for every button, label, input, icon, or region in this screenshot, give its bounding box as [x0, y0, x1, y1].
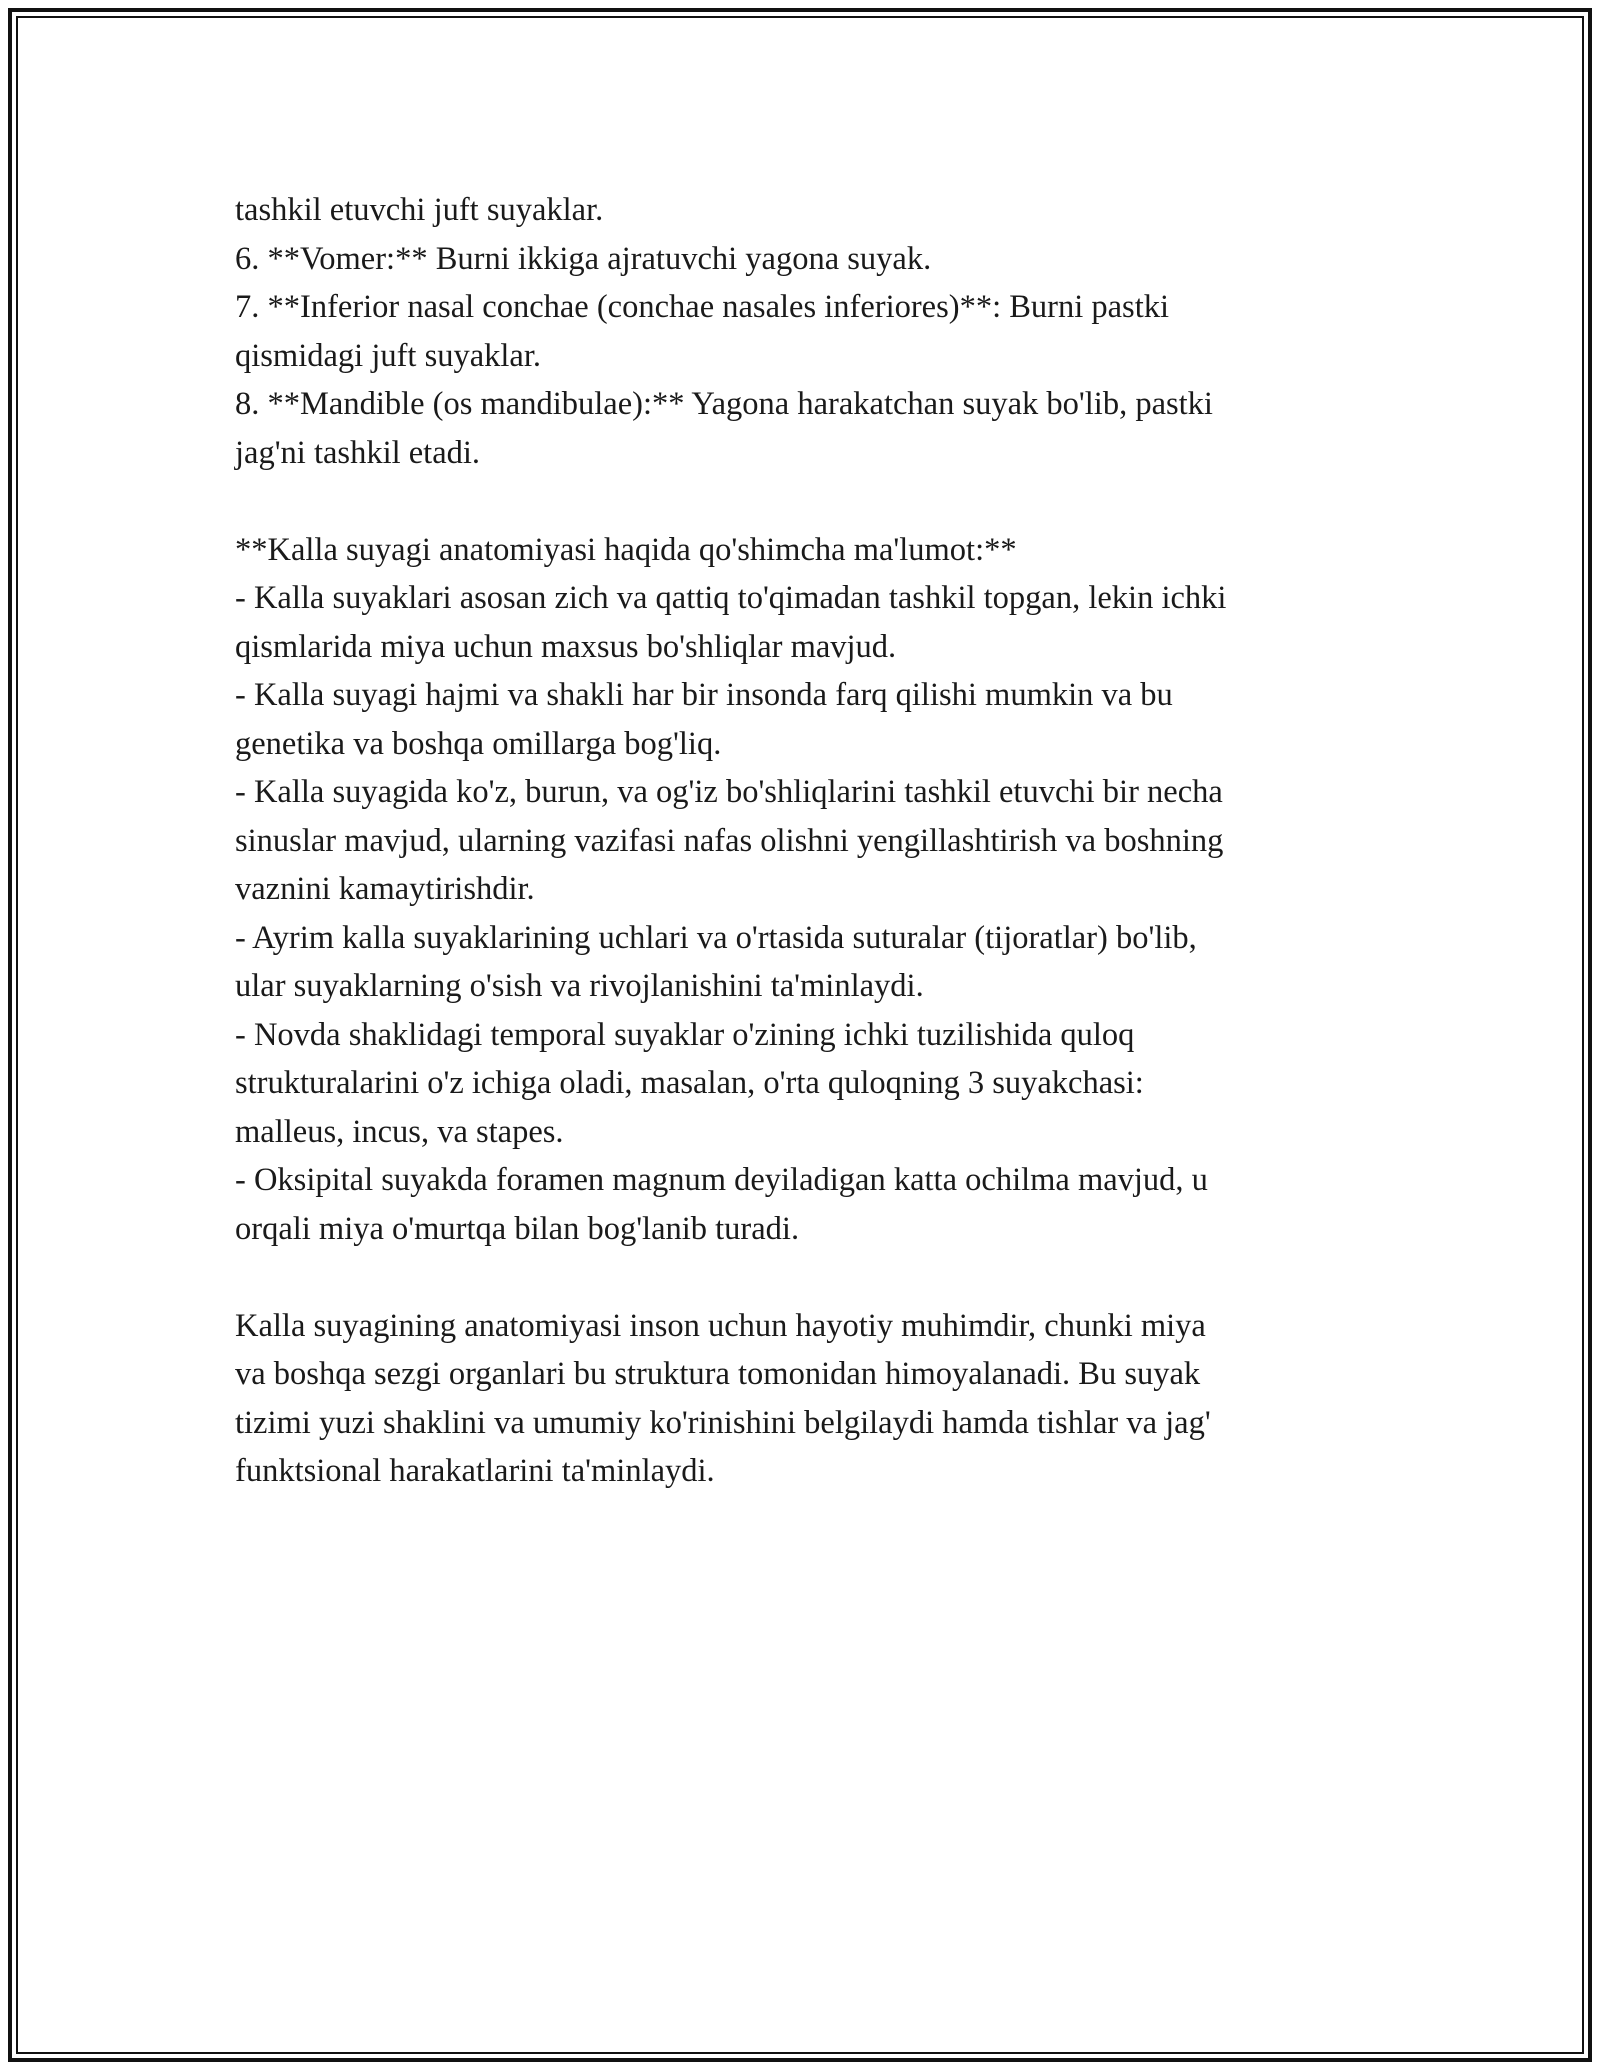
text-line: orqali miya o'murtqa bilan bog'lanib turadi.: [235, 1210, 800, 1247]
conclusion-line: funktsional harakatlarini ta'minlaydi.: [235, 1453, 715, 1489]
list-item-inferior-nasal-conchae: 7. **Inferior nasal conchae (conchae nasales inferiores)**: Burni pastki: [235, 289, 1170, 325]
conclusion-line: tizimi yuzi shaklini va umumiy ko'rinishini belgilaydi hamda tishlar va jag': [235, 1404, 1211, 1441]
text-line: malleus, incus, va stapes.: [235, 1113, 564, 1150]
bullet-line: - Kalla suyagi hajmi va shakli har bir insonda farq qilishi mumkin va bu: [235, 677, 1173, 713]
text-line: tashkil etuvchi juft suyaklar.: [235, 192, 604, 228]
bullet-line: - Novda shaklidagi temporal suyaklar o'zining ichki tuzilishida quloq: [235, 1016, 1135, 1053]
bullet-line: - Ayrim kalla suyaklarining uchlari va o'rtasida suturalar (tijoratlar) bo'lib,: [235, 919, 1197, 956]
list-item-vomer: 6. **Vomer:** Burni ikkiga ajratuvchi yagona suyak.: [235, 240, 932, 277]
conclusion-line: Kalla suyagining anatomiyasi inson uchun hayotiy muhimdir, chunki miya: [235, 1307, 1206, 1344]
bullet-line: - Kalla suyagida ko'z, burun, va og'iz bo'shliqlarini tashkil etuvchi bir necha: [235, 774, 1223, 810]
paragraph-spacer: [235, 477, 1365, 526]
text-line: jag'ni tashkil etadi.: [235, 434, 481, 471]
text-line: qismidagi juft suyaklar.: [235, 337, 542, 374]
text-line: vaznini kamaytirishdir.: [235, 871, 535, 907]
section-heading: **Kalla suyagi anatomiyasi haqida qo'shimcha ma'lumot:**: [235, 531, 1017, 568]
text-line: genetika va boshqa omillarga bog'liq.: [235, 725, 722, 762]
text-line: ular suyaklarning o'sish va rivojlanishini ta'minlaydi.: [235, 968, 924, 1004]
document-body: [235, 186, 1365, 1496]
list-item-mandible: 8. **Mandible (os mandibulae):** Yagona harakatchan suyak bo'lib, pastki: [235, 386, 1213, 422]
bullet-line: - Oksipital suyakda foramen magnum deyiladigan katta ochilma mavjud, u: [235, 1162, 1208, 1198]
bullet-line: - Kalla suyaklari asosan zich va qattiq to'qimadan tashkil topgan, lekin ichki: [235, 580, 1227, 616]
text-line: sinuslar mavjud, ularning vazifasi nafas olishni yengillashtirish va boshning: [235, 822, 1224, 859]
text-line: qismlarida miya uchun maxsus bo'shliqlar mavjud.: [235, 628, 897, 665]
paragraph-spacer: [235, 1253, 1365, 1302]
conclusion-line: va boshqa sezgi organlari bu struktura tomonidan himoyalanadi. Bu suyak: [235, 1356, 1201, 1392]
text-line: strukturalarini o'z ichiga oladi, masalan, o'rta quloqning 3 suyakchasi:: [235, 1065, 1144, 1101]
